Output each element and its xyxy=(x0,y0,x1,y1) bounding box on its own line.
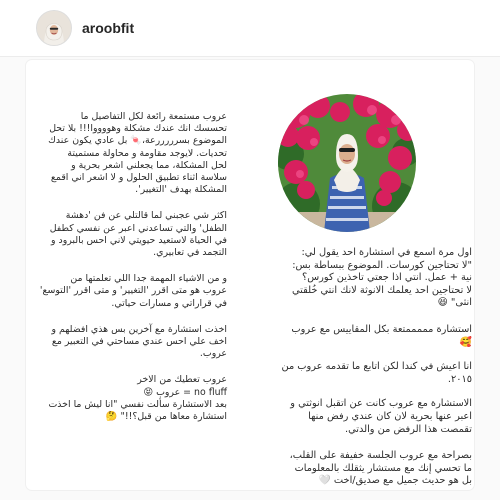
testimonial-paragraph: عروب مستمعة رائعة لكل التفاصيل ما تحسسك انك عندك مشكلة وهووووا!!! بلا تحل الموضوع بسرررررعة،🍬 بل عادي يكون عندك تحديات. لايوجد مقاومة و محاولة مستميتة لحل المشكلة، مما يجعلني اشعر بحرية و سلاسة اثناء تطبيق الحلول و لا اشعر اني اقمع المشكلة بهدف 'التغيير'. xyxy=(48,111,227,196)
profile-photo-icon[interactable] xyxy=(36,10,72,46)
testimonial-column-left xyxy=(32,111,227,423)
testimonial-column-right xyxy=(252,247,472,488)
testimonial-paragraph: استشارة مممممتعة بكل المقاييس مع عروب 🥰 xyxy=(291,323,472,348)
testimonial-paragraph: اكثر شي عجبني لما قالتلي عن فن 'دهشة الطفل' والتي تساعدني اعبر عن نفسي كطفل في الحياة لاستعيد حيويتي لاني احس بالبرود و التجمد في تعابيري. xyxy=(49,210,227,259)
testimonial-paragraph: اول مرة اسمع في استشارة احد يقول لي: "لا تحتاجين كورسات. الموضوع ببساطة بس: نية + عمل. انتي اذا جعتي تاخذين كورس؟ لا تحتاجين احد يعلمك الانوثة لانك انتي خُلقتي انثى" 😆 xyxy=(292,247,472,309)
portrait-photo-icon xyxy=(278,94,416,232)
testimonial-paragraph: عروب تعطيك من الاخر no fluff = عروب 😝 بعد الاستشارة سألت نفسي "انا ليش ما اخذت استشارة معاها من قبل؟!!" 🤔 xyxy=(48,374,227,423)
testimonial-paragraph: بصراحة مع عروب الجلسة خفيفة على القلب، ما تحسي إنك مع مستشار يثقلك بالمعلومات بل هو حديث جميل مع صديق/اخت 🤍 xyxy=(289,450,472,487)
testimonial-paragraph: و من الاشياء المهمة جدا اللي تعلمتها من عروب هو متى اقرر 'التغيير' و متى اقرر 'التوسع' في قراراتي و مسارات حياتي. xyxy=(39,273,227,309)
testimonial-paragraph: اخذت استشارة مع آخرين بس هذي افضلهم و اخف علي احس عندي مساحتي في التعبير مع عروب. xyxy=(51,323,227,360)
post-header xyxy=(0,0,500,57)
testimonial-paragraph: الاستشارة مع عروب كانت عن اتقبل انوثتي و اعبر عنها بحرية لان كان عندي رفض منها تقمصت هذا الرفض من والدتي. xyxy=(290,398,472,435)
avatar-portrait-icon xyxy=(37,11,71,45)
portrait-image xyxy=(278,94,416,232)
testimonial-paragraph: انا اعيش في كندا لكن اتابع ما تقدمه عروب من ٢٠١٥. xyxy=(281,361,472,385)
username[interactable]: aroobfit xyxy=(82,20,135,36)
